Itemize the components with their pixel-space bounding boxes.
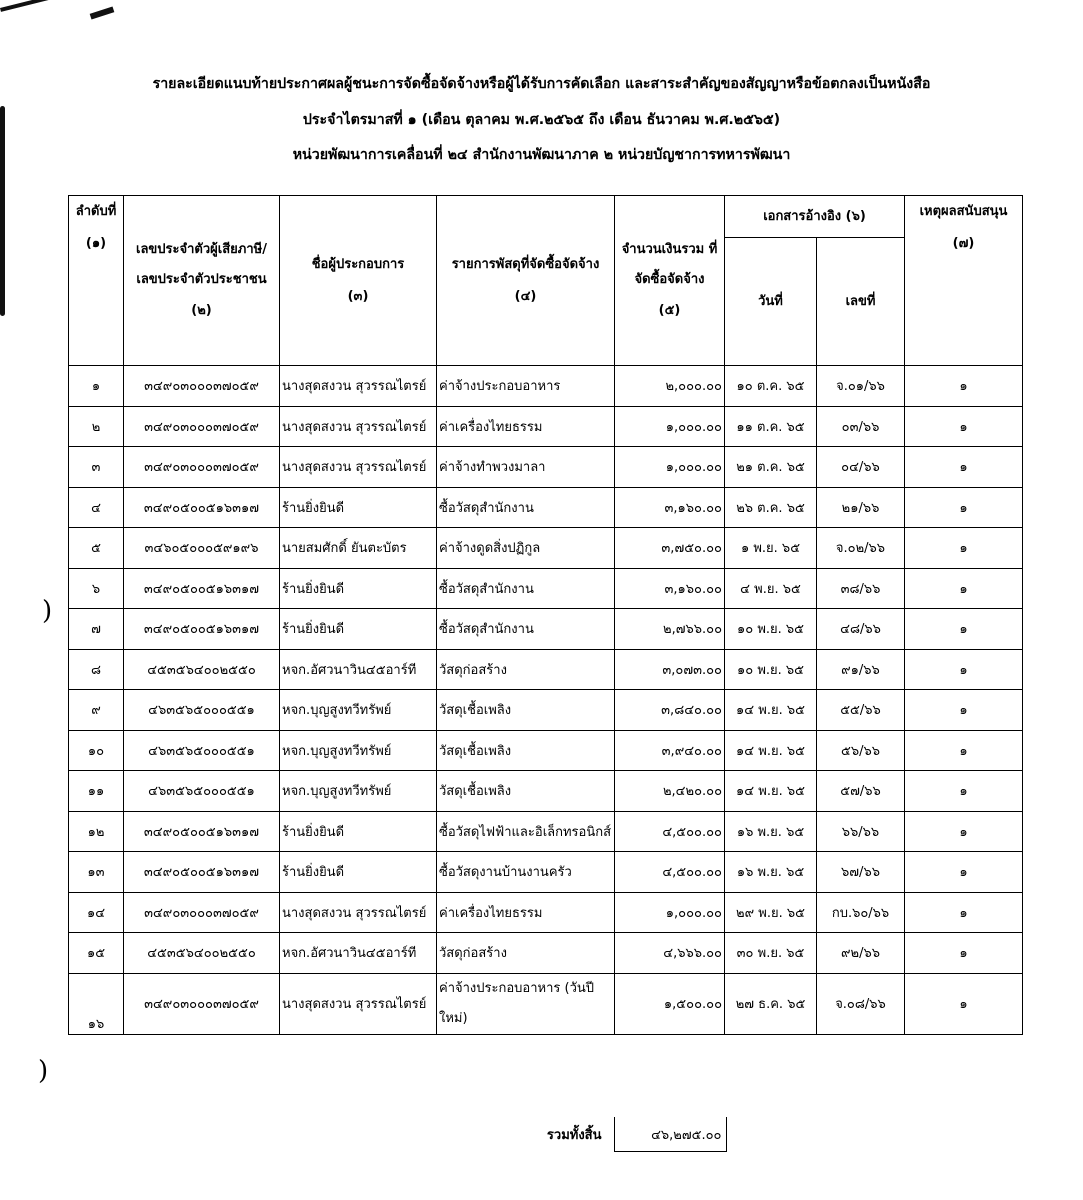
cell-seq: ๘: [69, 649, 124, 690]
cell-taxid: ๓๔๙๐๕๐๐๕๑๖๓๑๗: [124, 487, 280, 528]
cell-amount: ๑,๕๐๐.๐๐: [615, 973, 725, 1034]
cell-refno: ๖๗/๖๖: [817, 852, 905, 893]
scan-artifact: [0, 106, 5, 316]
cell-vendor: ร้านยิ่งยินดี: [280, 852, 437, 893]
cell-item: ค่าจ้างประกอบอาหาร (วันปีใหม่): [437, 973, 615, 1034]
cell-reason: ๑: [905, 690, 1023, 731]
cell-refno: ๙๒/๖๖: [817, 933, 905, 974]
cell-taxid: ๔๖๓๕๖๕๐๐๐๕๕๑: [124, 730, 280, 771]
cell-reason: ๑: [905, 568, 1023, 609]
cell-taxid: ๓๔๙๐๕๐๐๕๑๖๓๑๗: [124, 852, 280, 893]
cell-date: ๑๔ พ.ย. ๖๕: [725, 771, 817, 812]
cell-seq: ๓: [69, 447, 124, 488]
table-row: [69, 609, 1023, 650]
cell-vendor: นางสุดสงวน สุวรรณไตรย์: [280, 892, 437, 933]
table-row: [69, 649, 1023, 690]
cell-item: วัสดุก่อสร้าง: [437, 649, 615, 690]
cell-date: ๒๗ ธ.ค. ๖๕: [725, 973, 817, 1034]
header-line-3: หน่วยพัฒนาการเคลื่อนที่ ๒๔ สำนักงานพัฒนาภาค ๒ หน่วยบัญชาการทหารพัฒนา: [292, 147, 791, 163]
cell-amount: ๑,๐๐๐.๐๐: [615, 406, 725, 447]
cell-taxid: ๓๔๙๐๕๐๐๕๑๖๓๑๗: [124, 568, 280, 609]
cell-vendor: ร้านยิ่งยินดี: [280, 811, 437, 852]
cell-seq: ๑๑: [69, 771, 124, 812]
cell-item: ซื้อวัสดุสำนักงาน: [437, 568, 615, 609]
cell-taxid: ๓๔๙๐๓๐๐๐๓๗๐๕๙: [124, 447, 280, 488]
cell-vendor: หจก.อัศวนาวิน๔๕อาร์ที: [280, 649, 437, 690]
total-label: รวมทั้งสิ้น: [546, 1127, 602, 1143]
cell-vendor: นางสุดสงวน สุวรรณไตรย์: [280, 973, 437, 1034]
cell-amount: ๔,๕๐๐.๐๐: [615, 852, 725, 893]
header-seq: ลำดับที่ (๑): [69, 196, 124, 366]
cell-refno: จ.๐๘/๖๖: [817, 973, 905, 1034]
cell-date: ๒๖ ต.ค. ๖๕: [725, 487, 817, 528]
cell-reason: ๑: [905, 730, 1023, 771]
cell-amount: ๒,๔๒๐.๐๐: [615, 771, 725, 812]
cell-vendor: นางสุดสงวน สุวรรณไตรย์: [280, 366, 437, 407]
cell-vendor: หจก.บุญสูงทวีทรัพย์: [280, 730, 437, 771]
cell-vendor: ร้านยิ่งยินดี: [280, 487, 437, 528]
cell-item: ซื้อวัสดุสำนักงาน: [437, 487, 615, 528]
header-refno: เลขที่: [817, 238, 905, 366]
cell-taxid: ๓๔๙๐๓๐๐๐๓๗๐๕๙: [124, 406, 280, 447]
cell-seq: ๑๖: [69, 973, 124, 1034]
cell-amount: ๒,๗๖๖.๐๐: [615, 609, 725, 650]
cell-amount: ๓,๑๖๐.๐๐: [615, 568, 725, 609]
cell-item: ซื้อวัสดุไฟฟ้าและอิเล็กทรอนิกส์: [437, 811, 615, 852]
cell-date: ๑๖ พ.ย. ๖๕: [725, 811, 817, 852]
table-row: [69, 973, 1023, 1034]
cell-refno: ๕๕/๖๖: [817, 690, 905, 731]
cell-taxid: ๓๔๙๐๓๐๐๐๓๗๐๕๙: [124, 973, 280, 1034]
cell-seq: ๙: [69, 690, 124, 731]
cell-amount: ๓,๑๖๐.๐๐: [615, 487, 725, 528]
cell-date: ๑๔ พ.ย. ๖๕: [725, 730, 817, 771]
cell-vendor: นายสมศักดิ์ ยันตะบัตร: [280, 528, 437, 569]
cell-item: ค่าจ้างประกอบอาหาร: [437, 366, 615, 407]
procurement-table: [68, 195, 1023, 1035]
cell-reason: ๑: [905, 973, 1023, 1034]
cell-item: ซื้อวัสดุสำนักงาน: [437, 609, 615, 650]
cell-amount: ๒,๐๐๐.๐๐: [615, 366, 725, 407]
table-row: [69, 568, 1023, 609]
cell-reason: ๑: [905, 447, 1023, 488]
cell-amount: ๓,๘๔๐.๐๐: [615, 690, 725, 731]
cell-seq: ๑๒: [69, 811, 124, 852]
table-row: [69, 852, 1023, 893]
cell-amount: ๔,๖๖๖.๐๐: [615, 933, 725, 974]
cell-refno: ๕๖/๖๖: [817, 730, 905, 771]
cell-reason: ๑: [905, 366, 1023, 407]
cell-date: ๑๐ พ.ย. ๖๕: [725, 649, 817, 690]
cell-refno: ๙๑/๖๖: [817, 649, 905, 690]
cell-vendor: หจก.อัศวนาวิน๔๕อาร์ที: [280, 933, 437, 974]
header-line-2: ประจำไตรมาสที่ ๑ (เดือน ตุลาคม พ.ศ.๒๕๖๕ ถึง เดือน ธันวาคม พ.ศ.๒๕๖๕): [302, 112, 781, 128]
cell-item: ค่าจ้างทำพวงมาลา: [437, 447, 615, 488]
cell-item: ค่าเครื่องไทยธรรม: [437, 892, 615, 933]
cell-vendor: ร้านยิ่งยินดี: [280, 609, 437, 650]
scan-artifact: ): [38, 1056, 49, 1086]
cell-item: ค่าจ้างดูดสิ่งปฏิกูล: [437, 528, 615, 569]
cell-reason: ๑: [905, 487, 1023, 528]
header-item: รายการพัสดุที่จัดซื้อจัดจ้าง (๔): [437, 196, 615, 366]
cell-date: ๒๑ ต.ค. ๖๕: [725, 447, 817, 488]
cell-reason: ๑: [905, 528, 1023, 569]
table-row: [69, 487, 1023, 528]
cell-taxid: ๓๔๙๐๓๐๐๐๓๗๐๕๙: [124, 892, 280, 933]
cell-reason: ๑: [905, 406, 1023, 447]
scan-artifact: [0, 0, 57, 12]
cell-seq: ๖: [69, 568, 124, 609]
cell-seq: ๔: [69, 487, 124, 528]
cell-vendor: ร้านยิ่งยินดี: [280, 568, 437, 609]
cell-reason: ๑: [905, 771, 1023, 812]
cell-date: ๑๖ พ.ย. ๖๕: [725, 852, 817, 893]
cell-date: ๑๑ ต.ค. ๖๕: [725, 406, 817, 447]
cell-refno: ๐๓/๖๖: [817, 406, 905, 447]
table-row: [69, 892, 1023, 933]
cell-taxid: ๓๔๙๐๕๐๐๕๑๖๓๑๗: [124, 811, 280, 852]
cell-item: ค่าเครื่องไทยธรรม: [437, 406, 615, 447]
cell-item: วัสดุก่อสร้าง: [437, 933, 615, 974]
cell-taxid: ๔๖๓๕๖๕๐๐๐๕๕๑: [124, 690, 280, 731]
cell-date: ๓๐ พ.ย. ๖๕: [725, 933, 817, 974]
cell-date: ๑๔ พ.ย. ๖๕: [725, 690, 817, 731]
cell-amount: ๔,๕๐๐.๐๐: [615, 811, 725, 852]
cell-taxid: ๔๕๓๕๖๔๐๐๒๕๕๐: [124, 933, 280, 974]
cell-date: ๑ พ.ย. ๖๕: [725, 528, 817, 569]
cell-seq: ๕: [69, 528, 124, 569]
table-row: [69, 528, 1023, 569]
cell-seq: ๑๔: [69, 892, 124, 933]
cell-reason: ๑: [905, 933, 1023, 974]
cell-refno: ๒๑/๖๖: [817, 487, 905, 528]
cell-refno: ๕๗/๖๖: [817, 771, 905, 812]
cell-date: ๑๐ ต.ค. ๖๕: [725, 366, 817, 407]
cell-seq: ๒: [69, 406, 124, 447]
cell-vendor: หจก.บุญสูงทวีทรัพย์: [280, 771, 437, 812]
cell-taxid: ๓๔๙๐๕๐๐๕๑๖๓๑๗: [124, 609, 280, 650]
table-row: [69, 933, 1023, 974]
cell-refno: จ.๐๒/๖๖: [817, 528, 905, 569]
cell-date: ๑๐ พ.ย. ๖๕: [725, 609, 817, 650]
cell-amount: ๑,๐๐๐.๐๐: [615, 892, 725, 933]
table-row: [69, 771, 1023, 812]
cell-refno: ๖๖/๖๖: [817, 811, 905, 852]
cell-seq: ๑๓: [69, 852, 124, 893]
cell-vendor: นางสุดสงวน สุวรรณไตรย์: [280, 447, 437, 488]
header-ref: เอกสารอ้างอิง (๖): [725, 196, 905, 238]
cell-seq: ๑๕: [69, 933, 124, 974]
cell-amount: ๑,๐๐๐.๐๐: [615, 447, 725, 488]
cell-item: วัสดุเชื้อเพลิง: [437, 690, 615, 731]
cell-seq: ๑: [69, 366, 124, 407]
cell-date: ๔ พ.ย. ๖๕: [725, 568, 817, 609]
cell-refno: กบ.๖๐/๖๖: [817, 892, 905, 933]
table-row: [69, 690, 1023, 731]
cell-vendor: หจก.บุญสูงทวีทรัพย์: [280, 690, 437, 731]
cell-date: ๒๙ พ.ย. ๖๕: [725, 892, 817, 933]
cell-reason: ๑: [905, 609, 1023, 650]
header-taxid: เลขประจำตัวผู้เสียภาษี/ เลขประจำตัวประชาชน (๒): [124, 196, 280, 366]
table-row: [69, 811, 1023, 852]
cell-taxid: ๔๕๓๕๖๔๐๐๒๕๕๐: [124, 649, 280, 690]
table-row: [69, 730, 1023, 771]
cell-taxid: ๔๖๓๕๖๕๐๐๐๕๕๑: [124, 771, 280, 812]
cell-item: วัสดุเชื้อเพลิง: [437, 730, 615, 771]
cell-vendor: นางสุดสงวน สุวรรณไตรย์: [280, 406, 437, 447]
scan-artifact: [90, 6, 115, 19]
cell-refno: ๐๔/๖๖: [817, 447, 905, 488]
header-vendor: ชื่อผู้ประกอบการ (๓): [280, 196, 437, 366]
cell-refno: ๔๘/๖๖: [817, 609, 905, 650]
cell-taxid: ๓๔๖๐๕๐๐๐๕๙๑๙๖: [124, 528, 280, 569]
cell-taxid: ๓๔๙๐๓๐๐๐๓๗๐๕๙: [124, 366, 280, 407]
table-row: [69, 406, 1023, 447]
cell-reason: ๑: [905, 852, 1023, 893]
cell-seq: ๗: [69, 609, 124, 650]
total-value: ๔๖,๒๗๕.๐๐: [614, 1117, 726, 1152]
table-row: [69, 447, 1023, 488]
cell-refno: จ.๐๑/๖๖: [817, 366, 905, 407]
cell-reason: ๑: [905, 811, 1023, 852]
header-reason: เหตุผลสนับสนุน (๗): [905, 196, 1023, 366]
cell-reason: ๑: [905, 892, 1023, 933]
cell-seq: ๑๐: [69, 730, 124, 771]
cell-amount: ๓,๙๔๐.๐๐: [615, 730, 725, 771]
scan-artifact: ): [42, 596, 53, 626]
cell-amount: ๓,๐๗๓.๐๐: [615, 649, 725, 690]
header-amount: จำนวนเงินรวม ที่จัดซื้อจัดจ้าง (๕): [615, 196, 725, 366]
header-date: วันที่: [725, 238, 817, 366]
header-line-1: รายละเอียดแนบท้ายประกาศผลผู้ชนะการจัดซื้อจัดจ้างหรือผู้ได้รับการคัดเลือก และสาระสำคัญของสัญญาหรือข้อตกลงเป็นหนังสือ: [152, 76, 931, 92]
table-row: [69, 366, 1023, 407]
cell-item: ซื้อวัสดุงานบ้านงานครัว: [437, 852, 615, 893]
cell-amount: ๓,๗๕๐.๐๐: [615, 528, 725, 569]
cell-item: วัสดุเชื้อเพลิง: [437, 771, 615, 812]
cell-reason: ๑: [905, 649, 1023, 690]
cell-refno: ๓๘/๖๖: [817, 568, 905, 609]
total-row: [68, 1117, 727, 1152]
